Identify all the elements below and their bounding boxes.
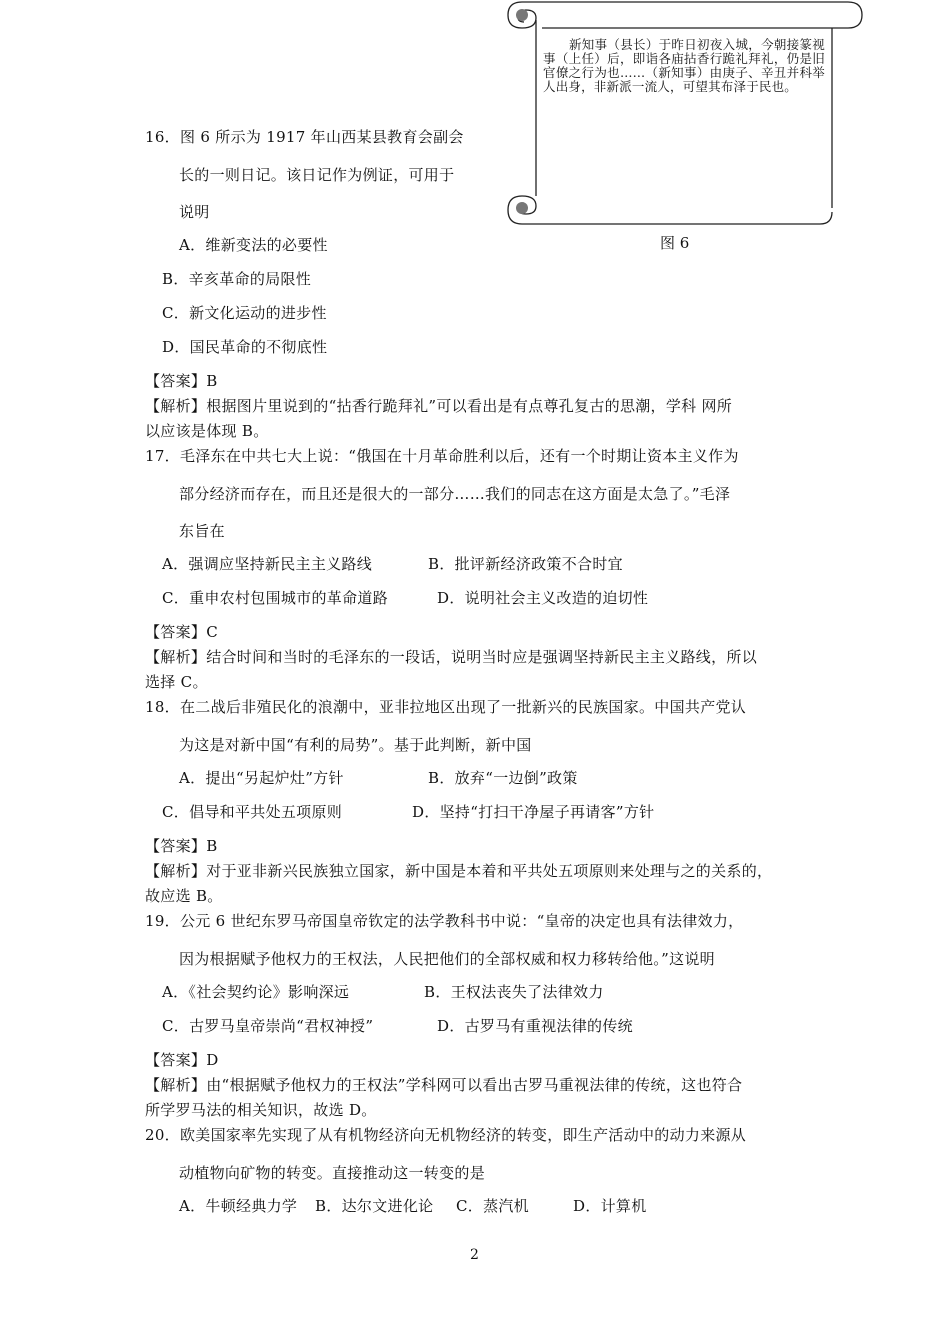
q19-stem-line1: 19．公元 6 世纪东罗马帝国皇帝钦定的法学教科书中说：“皇帝的决定也具有法律效力， (145, 912, 744, 930)
q16-stem-line1: 16．图 6 所示为 1917 年山西某县教育会副会 (145, 128, 464, 146)
q19-answer: 【答案】D (145, 1051, 219, 1069)
q18-stem-line1: 18．在二战后非殖民化的浪潮中，亚非拉地区出现了一批新兴的民族国家。中国共产党认 (145, 698, 747, 716)
q20-stem-line1: 20．欧美国家率先实现了从有机物经济向无机物经济的转变，即生产活动中的动力来源从 (145, 1126, 747, 1144)
q18-option-d: D．坚持“打扫干净屋子再请客”方针 (412, 803, 655, 821)
q18-analysis-line2: 故应选 B。 (145, 887, 223, 905)
q17-stem-line1: 17．毛泽东在中共七大上说：“俄国在十月革命胜利以后，还有一个时期让资本主义作为 (145, 447, 739, 465)
q17-analysis-line2: 选择 C。 (145, 673, 208, 691)
q18-option-b: B．放弃“一边倒”政策 (428, 769, 578, 787)
q16-stem-line3: 说明 (179, 203, 210, 221)
q16-analysis-line2: 以应该是体现 B。 (145, 422, 269, 440)
scroll-figure (502, 0, 864, 228)
q19-stem-line2: 因为根据赋予他权力的王权法，人民把他们的全部权威和权力移转给他。”这说明 (179, 950, 715, 968)
q16-stem-line2: 长的一则日记。该日记作为例证，可用于 (179, 166, 455, 184)
q20-option-b: B．达尔文进化论 (315, 1197, 434, 1215)
q17-option-b: B．批评新经济政策不合时宜 (428, 555, 623, 573)
figure-quote: 新知事（县长）于昨日初夜入城，今朝接篆视事（上任）后，即诣各庙拈香行跪礼拜礼，仍是旧官僚之行为也……（新知事）由庚子、辛丑并科举人出身，非新派一流人，可望其布泽于民也。 (543, 37, 825, 94)
q17-analysis-line1: 【解析】结合时间和当时的毛泽东的一段话，说明当时应是强调坚持新民主主义路线，所以 (145, 648, 758, 666)
q19-option-b: B．王权法丧失了法律效力 (424, 983, 604, 1001)
q16-option-c: C．新文化运动的进步性 (162, 304, 327, 322)
q17-stem-line3: 东旨在 (179, 522, 225, 540)
q20-option-a: A．牛顿经典力学 (179, 1197, 298, 1215)
page-number: 2 (470, 1247, 479, 1263)
q18-stem-line2: 为这是对新中国“有利的局势”。基于此判断，新中国 (179, 736, 532, 754)
q18-analysis-line1: 【解析】对于亚非新兴民族独立国家，新中国是本着和平共处五项原则来处理与之的关系的， (145, 862, 773, 880)
q17-stem-line2: 部分经济而存在，而且还是很大的一部分……我们的同志在这方面是太急了。”毛泽 (179, 485, 731, 503)
q16-option-a: A．维新变法的必要性 (179, 236, 328, 254)
q16-analysis-line1: 【解析】根据图片里说到的“拈香行跪拜礼”可以看出是有点尊孔复古的思潮，学科 网所 (145, 397, 733, 415)
q19-analysis-line2: 所学罗马法的相关知识，故选 D。 (145, 1101, 377, 1119)
q20-option-d: D．计算机 (573, 1197, 647, 1215)
q16-answer: 【答案】B (145, 372, 218, 390)
q16-option-b: B．辛亥革命的局限性 (162, 270, 312, 288)
q17-option-a: A．强调应坚持新民主主义路线 (162, 555, 373, 573)
q18-option-a: A．提出“另起炉灶”方针 (179, 769, 344, 787)
q17-option-d: D．说明社会主义改造的迫切性 (437, 589, 649, 607)
q19-option-a: A．《社会契约论》影响深远 (162, 983, 350, 1001)
figure-caption: 图 6 (660, 234, 690, 252)
q19-analysis-line1: 【解析】由“根据赋予他权力的王权法”学科网可以看出古罗马重视法律的传统，这也符合 (145, 1076, 743, 1094)
q19-option-d: D．古罗马有重视法律的传统 (437, 1017, 633, 1035)
q17-option-c: C．重申农村包围城市的革命道路 (162, 589, 388, 607)
q20-option-c: C．蒸汽机 (456, 1197, 529, 1215)
q16-option-d: D．国民革命的不彻底性 (162, 338, 328, 356)
q18-option-c: C．倡导和平共处五项原则 (162, 803, 343, 821)
q20-stem-line2: 动植物向矿物的转变。直接推动这一转变的是 (179, 1164, 486, 1182)
q18-answer: 【答案】B (145, 837, 218, 855)
q17-answer: 【答案】C (145, 623, 218, 641)
q19-option-c: C．古罗马皇帝崇尚“君权神授” (162, 1017, 374, 1035)
